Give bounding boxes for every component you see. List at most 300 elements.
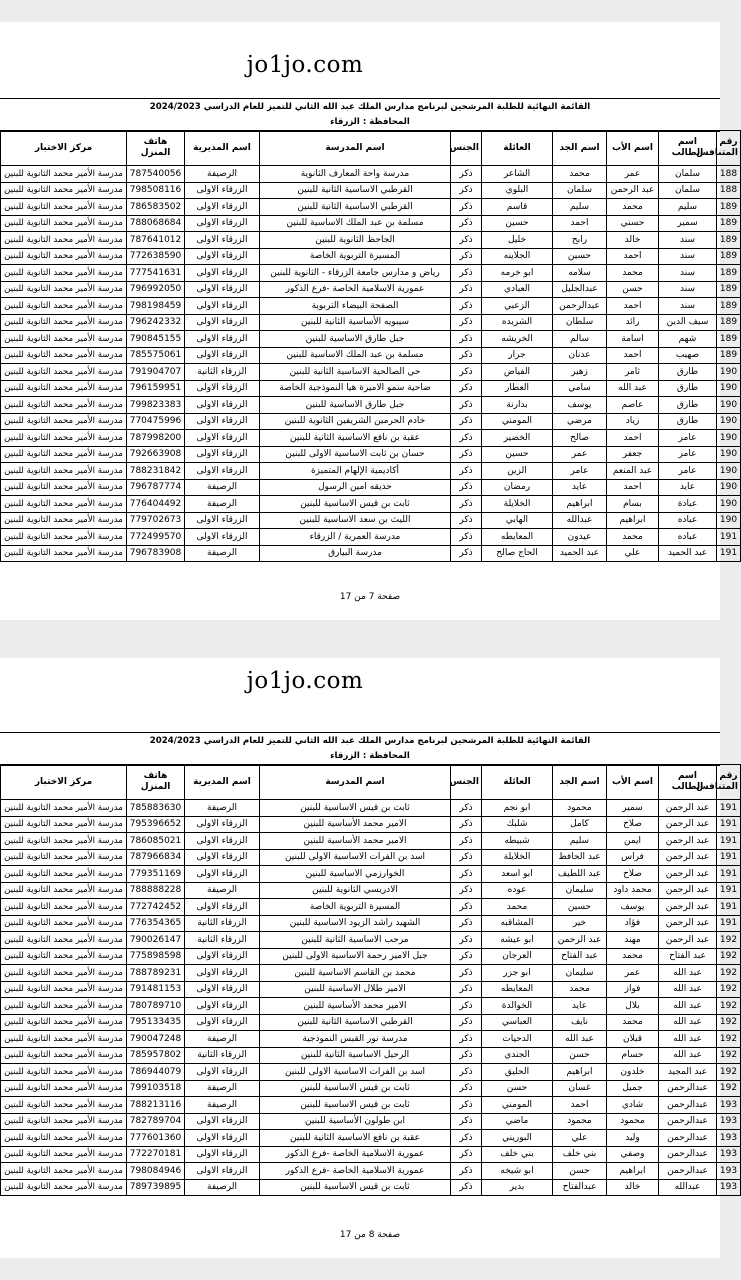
col-father-name: ايمن: [607, 833, 659, 850]
col-gender: ذكر: [451, 496, 482, 513]
col-gender: ذكر: [451, 232, 482, 249]
col-father-name: ابراهيم: [607, 1163, 659, 1180]
col-family-name: الشاعر: [482, 166, 553, 183]
table-row: [1, 397, 741, 414]
col-family-name: حسين: [482, 215, 553, 232]
col-home-phone: 785575061: [127, 347, 185, 364]
col-gender: ذكر: [451, 331, 482, 348]
col-grandfather-name: حسن: [553, 1163, 607, 1180]
col-test-center: مدرسة الأمير محمد الثانوية للبنين: [1, 413, 127, 430]
col-candidate-no: 189: [717, 215, 741, 232]
col-home-phone: 790845155: [127, 331, 185, 348]
col-student-name: سند: [659, 248, 717, 265]
col-test-center: مدرسة الأمير محمد الثانوية للبنين: [1, 347, 127, 364]
page-footer: صفحة 8 من 17: [339, 1230, 401, 1240]
col-father-name: عبد الرحمن: [607, 182, 659, 199]
col-family-name: المعايطه: [482, 981, 553, 998]
col-candidate-no: 191: [717, 545, 741, 562]
col-grandfather-name: عدنان: [553, 347, 607, 364]
col-test-center: مدرسة الأمير محمد الثانوية للبنين: [1, 1146, 127, 1163]
col-test-center: مدرسة الأمير محمد الثانوية للبنين: [1, 248, 127, 265]
col-school-name: القرطبي الاساسية الثانية للبنين: [260, 199, 451, 216]
col-father-name: احمد: [607, 430, 659, 447]
col-test-center: مدرسة الأمير محمد الثانوية للبنين: [1, 265, 127, 282]
col-grandfather-name: ابراهيم: [553, 1064, 607, 1081]
col-home-phone: 777541631: [127, 265, 185, 282]
col-home-phone: 779702673: [127, 512, 185, 529]
col-test-center: مدرسة الأمير محمد الثانوية للبنين: [1, 496, 127, 513]
col-family-name-header: العائلة: [482, 765, 553, 800]
col-family-name: ابو عيشه: [482, 932, 553, 949]
col-home-phone: 788789231: [127, 965, 185, 982]
col-student-name: عبدالرحمن: [659, 1130, 717, 1147]
col-home-phone: 790026147: [127, 932, 185, 949]
col-student-name: عبد الرحمن: [659, 899, 717, 916]
col-directorate: الزرقاء الاولى: [185, 849, 260, 866]
table-row: [1, 182, 741, 199]
col-grandfather-name-header: اسم الجد: [553, 131, 607, 166]
col-family-name: بدير: [482, 1179, 553, 1196]
col-test-center: مدرسة الأمير محمد الثانوية للبنين: [1, 545, 127, 562]
col-home-phone: 795133435: [127, 1014, 185, 1031]
col-school-name: المسيرة التربوية الخاصة: [260, 899, 451, 916]
col-family-name: الخوالدة: [482, 998, 553, 1015]
col-directorate: الزرقاء الثانية: [185, 1047, 260, 1064]
col-family-name: العباسي: [482, 1014, 553, 1031]
col-directorate: الزرقاء الاولى: [185, 948, 260, 965]
col-directorate: الزرقاء الاولى: [185, 981, 260, 998]
col-gender: ذكر: [451, 413, 482, 430]
col-family-name: الحاج صالح: [482, 545, 553, 562]
col-grandfather-name: بني خلف: [553, 1146, 607, 1163]
col-student-name: عباده: [659, 512, 717, 529]
col-candidate-no-header: رقم المتنافس: [717, 765, 741, 800]
col-test-center: مدرسة الأمير محمد الثانوية للبنين: [1, 833, 127, 850]
col-father-name: زياد: [607, 413, 659, 430]
col-student-name: سليم: [659, 199, 717, 216]
col-school-name: جبل الامير رحمة الاساسية الاولى للبنين: [260, 948, 451, 965]
col-candidate-no: 191: [717, 833, 741, 850]
col-grandfather-name: سليمان: [553, 882, 607, 899]
col-father-name: ثامر: [607, 364, 659, 381]
table-row: [1, 430, 741, 447]
col-school-name: الادريسي الثانوية للبنين: [260, 882, 451, 899]
col-family-name: الزعبي: [482, 298, 553, 315]
col-student-name: سند: [659, 281, 717, 298]
col-directorate: الزرقاء الاولى: [185, 430, 260, 447]
col-school-name: مدرسة العمرية / الزرقاء: [260, 529, 451, 546]
table-row: [1, 866, 741, 883]
col-student-name: عامر: [659, 446, 717, 463]
col-test-center: مدرسة الأمير محمد الثانوية للبنين: [1, 232, 127, 249]
col-test-center: مدرسة الأمير محمد الثانوية للبنين: [1, 380, 127, 397]
col-home-phone: 785957802: [127, 1047, 185, 1064]
col-candidate-no: 190: [717, 413, 741, 430]
col-school-name: الصفحة البيضاء التربوية: [260, 298, 451, 315]
col-school-name: محمد بن القاسم الاساسية للبنين: [260, 965, 451, 982]
col-home-phone: 796787774: [127, 479, 185, 496]
col-family-name: البلوي: [482, 182, 553, 199]
col-gender: ذكر: [451, 545, 482, 562]
col-student-name: عامر: [659, 463, 717, 480]
col-student-name: عبد الرحمن: [659, 932, 717, 949]
table-row: [1, 1113, 741, 1130]
col-father-name: فراس: [607, 849, 659, 866]
col-test-center: مدرسة الأمير محمد الثانوية للبنين: [1, 849, 127, 866]
col-grandfather-name: سلمان: [553, 182, 607, 199]
col-student-name: عبد الله: [659, 1047, 717, 1064]
col-school-name: ثابت بن قيس الاساسية للبنين: [260, 800, 451, 817]
col-father-name: احمد: [607, 298, 659, 315]
col-school-name: رياض و مدارس جامعة الزرقاء - الثانوية للبنين: [260, 265, 451, 282]
col-family-name: الخلايلة: [482, 849, 553, 866]
document-page-7: [0, 22, 738, 620]
col-directorate: الرصيفة: [185, 479, 260, 496]
col-directorate: الزرقاء الاولى: [185, 529, 260, 546]
col-gender: ذكر: [451, 166, 482, 183]
col-father-name: صلاح: [607, 816, 659, 833]
col-home-phone: 770475996: [127, 413, 185, 430]
col-student-name: عبدالله: [659, 1179, 717, 1196]
col-gender: ذكر: [451, 833, 482, 850]
col-candidate-no: 188: [717, 166, 741, 183]
col-school-name: خادم الحرمين الشريفين الثانوية للبنين: [260, 413, 451, 430]
col-gender-header: الجنس: [451, 765, 482, 800]
col-school-name: الجاحظ الثانوية للبنين: [260, 232, 451, 249]
table-row: [1, 948, 741, 965]
watermark: jo1jo.com: [246, 668, 364, 694]
table-row: [1, 364, 741, 381]
col-school-name: مدرسة البيارق: [260, 545, 451, 562]
col-home-phone: 790047248: [127, 1031, 185, 1048]
col-home-phone: 795396652: [127, 816, 185, 833]
col-school-name: الامير محمد الأساسية للبنين: [260, 998, 451, 1015]
col-family-name: العبادي: [482, 281, 553, 298]
col-directorate: الرصيفة: [185, 800, 260, 817]
col-directorate: الزرقاء الاولى: [185, 182, 260, 199]
col-home-phone: 791481153: [127, 981, 185, 998]
col-student-name: عبد المجيد: [659, 1064, 717, 1081]
col-home-phone: 799823383: [127, 397, 185, 414]
col-directorate: الزرقاء الاولى: [185, 1163, 260, 1180]
col-directorate: الزرقاء الاولى: [185, 281, 260, 298]
col-family-name: العرجان: [482, 948, 553, 965]
col-directorate: الرصيفة: [185, 1031, 260, 1048]
col-school-name: المسيرة التربوية الخاصة: [260, 248, 451, 265]
col-test-center: مدرسة الأمير محمد الثانوية للبنين: [1, 1179, 127, 1196]
col-grandfather-name: عبدالفتاح: [553, 1179, 607, 1196]
col-directorate: الزرقاء الاولى: [185, 248, 260, 265]
col-candidate-no: 191: [717, 866, 741, 883]
col-home-phone: 787998200: [127, 430, 185, 447]
col-directorate: الزرقاء الاولى: [185, 899, 260, 916]
col-grandfather-name: عبد الرحمن: [553, 932, 607, 949]
col-candidate-no: 188: [717, 182, 741, 199]
col-candidate-no: 192: [717, 998, 741, 1015]
col-candidate-no: 191: [717, 849, 741, 866]
table-row: [1, 965, 741, 982]
col-father-name: سمير: [607, 800, 659, 817]
col-test-center-header: مركز الاختبار: [1, 131, 127, 166]
col-home-phone: 788213116: [127, 1097, 185, 1114]
table-row: [1, 314, 741, 331]
col-candidate-no: 192: [717, 981, 741, 998]
col-directorate: الزرقاء الاولى: [185, 512, 260, 529]
col-home-phone: 772742452: [127, 899, 185, 916]
col-test-center: مدرسة الأمير محمد الثانوية للبنين: [1, 1064, 127, 1081]
table-row: [1, 281, 741, 298]
col-father-name: وصفي: [607, 1146, 659, 1163]
col-grandfather-name: عايد: [553, 998, 607, 1015]
col-father-name: يوسف: [607, 899, 659, 916]
col-student-name: عبد الله: [659, 1031, 717, 1048]
col-candidate-no-header: رقم المتنافس: [717, 131, 741, 166]
table-row: [1, 446, 741, 463]
table-row: [1, 529, 741, 546]
col-father-name: محمد: [607, 1014, 659, 1031]
col-home-phone: 799103518: [127, 1080, 185, 1097]
col-directorate: الرصيفة: [185, 1080, 260, 1097]
col-test-center: مدرسة الأمير محمد الثانوية للبنين: [1, 314, 127, 331]
col-school-name: القرطبي الاساسية الثانية للبنين: [260, 1014, 451, 1031]
col-school-name: مرحب الاساسية الثانية للبنين: [260, 932, 451, 949]
list-title: القائمة النهائية للطلبة المرشحين لبرنامج مدارس الملك عبد الله الثاني للتميز للعام الدراسي 2024/2023: [149, 736, 591, 746]
col-student-name: عبد الرحمن: [659, 915, 717, 932]
table-row: [1, 265, 741, 282]
document-page-8: [0, 658, 738, 1258]
col-school-name: ثابت بن قيس الاساسية للبنين: [260, 1179, 451, 1196]
col-school-name: حسان بن ثابت الاساسية الاولى للبنين: [260, 446, 451, 463]
col-father-name: بلال: [607, 998, 659, 1015]
col-grandfather-name: حسن: [553, 1047, 607, 1064]
col-directorate: الزرقاء الاولى: [185, 833, 260, 850]
col-candidate-no: 190: [717, 430, 741, 447]
col-test-center: مدرسة الأمير محمد الثانوية للبنين: [1, 816, 127, 833]
col-family-name: شلبك: [482, 816, 553, 833]
table-row: [1, 232, 741, 249]
col-directorate: الزرقاء الاولى: [185, 1130, 260, 1147]
col-family-name: حسن: [482, 1080, 553, 1097]
col-grandfather-name: عبدالجليل: [553, 281, 607, 298]
table-row: [1, 1179, 741, 1196]
col-school-name: مسلمة بن عبد الملك الاساسية للبنين: [260, 347, 451, 364]
col-grandfather-name: صالح: [553, 430, 607, 447]
col-candidate-no: 191: [717, 800, 741, 817]
col-candidate-no: 189: [717, 199, 741, 216]
col-directorate: الزرقاء الثانية: [185, 915, 260, 932]
col-grandfather-name: عايد: [553, 479, 607, 496]
col-test-center: مدرسة الأمير محمد الثانوية للبنين: [1, 199, 127, 216]
col-father-name: محمد: [607, 529, 659, 546]
col-student-name: شهم: [659, 331, 717, 348]
col-candidate-no: 192: [717, 1014, 741, 1031]
col-school-name: ثابت بن قيس الاساسية للبنين: [260, 1080, 451, 1097]
table-row: [1, 1097, 741, 1114]
table-row: [1, 816, 741, 833]
col-gender: ذكر: [451, 248, 482, 265]
col-candidate-no: 192: [717, 948, 741, 965]
col-school-name: عمورية الاسلامية الخاصة -فرع الذكور: [260, 281, 451, 298]
col-home-phone: 788231842: [127, 463, 185, 480]
table-row: [1, 833, 741, 850]
col-student-name-header: اسم الطالب: [659, 765, 717, 800]
col-student-name: عبدالرحمن: [659, 1163, 717, 1180]
table-row: [1, 512, 741, 529]
col-gender: ذكر: [451, 866, 482, 883]
col-gender: ذكر: [451, 1064, 482, 1081]
col-grandfather-name: سليم: [553, 199, 607, 216]
col-student-name: عبد الرحمن: [659, 882, 717, 899]
col-father-name: احمد: [607, 347, 659, 364]
col-family-name: ابو نجم: [482, 800, 553, 817]
col-home-phone-header: هاتف المنزل: [127, 131, 185, 166]
col-father-name-header: اسم الأب: [607, 765, 659, 800]
col-directorate: الزرقاء الاولى: [185, 965, 260, 982]
col-family-name: الفياض: [482, 364, 553, 381]
col-test-center: مدرسة الأمير محمد الثانوية للبنين: [1, 866, 127, 883]
col-directorate: الزرقاء الاولى: [185, 314, 260, 331]
table-row: [1, 463, 741, 480]
col-grandfather-name: سليمان: [553, 965, 607, 982]
col-father-name: فؤاد: [607, 915, 659, 932]
col-father-name: بسام: [607, 496, 659, 513]
col-candidate-no: 191: [717, 816, 741, 833]
col-candidate-no: 191: [717, 915, 741, 932]
col-family-name: بدارنة: [482, 397, 553, 414]
col-school-name: الرحيل الاساسية الثانية للبنين: [260, 1047, 451, 1064]
col-gender: ذكر: [451, 1130, 482, 1147]
col-student-name: عبد الله: [659, 1014, 717, 1031]
col-candidate-no: 192: [717, 1080, 741, 1097]
table-row: [1, 347, 741, 364]
col-test-center: مدرسة الأمير محمد الثانوية للبنين: [1, 512, 127, 529]
col-test-center: مدرسة الأمير محمد الثانوية للبنين: [1, 331, 127, 348]
col-family-name: المومني: [482, 1097, 553, 1114]
col-student-name: سلمان: [659, 166, 717, 183]
col-directorate: الزرقاء الاولى: [185, 866, 260, 883]
col-home-phone: 775898598: [127, 948, 185, 965]
col-gender: ذكر: [451, 265, 482, 282]
col-directorate: الرصيفة: [185, 496, 260, 513]
table-row: [1, 298, 741, 315]
col-home-phone: 798084946: [127, 1163, 185, 1180]
col-father-name: حسني: [607, 215, 659, 232]
col-gender: ذكر: [451, 800, 482, 817]
candidates-table: [0, 130, 741, 562]
col-father-name: محمد: [607, 948, 659, 965]
col-father-name: قبلان: [607, 1031, 659, 1048]
col-school-name: جبل طارق الاساسية للبنين: [260, 397, 451, 414]
col-candidate-no: 193: [717, 1097, 741, 1114]
col-directorate: الزرقاء الاولى: [185, 446, 260, 463]
col-family-name: جرار: [482, 347, 553, 364]
col-home-phone: 792663908: [127, 446, 185, 463]
col-student-name: عبدالرحمن: [659, 1080, 717, 1097]
table-row: [1, 215, 741, 232]
col-father-name: وليد: [607, 1130, 659, 1147]
col-grandfather-name: مرضي: [553, 413, 607, 430]
col-candidate-no: 191: [717, 882, 741, 899]
col-student-name: عبد الله: [659, 981, 717, 998]
col-student-name: سند: [659, 298, 717, 315]
col-student-name: عايد: [659, 479, 717, 496]
col-home-phone: 796159951: [127, 380, 185, 397]
col-family-name: رمضان: [482, 479, 553, 496]
col-directorate: الزرقاء الاولى: [185, 463, 260, 480]
col-candidate-no: 189: [717, 298, 741, 315]
col-directorate: الزرقاء الاولى: [185, 298, 260, 315]
col-directorate: الزرقاء الاولى: [185, 215, 260, 232]
col-directorate: الزرقاء الاولى: [185, 380, 260, 397]
watermark: jo1jo.com: [246, 52, 364, 78]
col-grandfather-name: محمود: [553, 800, 607, 817]
col-family-name: ابو اسعد: [482, 866, 553, 883]
col-grandfather-name: سلطان: [553, 314, 607, 331]
col-family-name: خليل: [482, 232, 553, 249]
col-student-name: سلمان: [659, 182, 717, 199]
col-gender: ذكر: [451, 199, 482, 216]
list-header: [0, 98, 720, 132]
col-student-name: عبد الرحمن: [659, 833, 717, 850]
col-student-name: عبد الرحمن: [659, 816, 717, 833]
col-student-name: عباده: [659, 529, 717, 546]
col-candidate-no: 192: [717, 1047, 741, 1064]
col-gender: ذكر: [451, 1097, 482, 1114]
col-grandfather-name: زهير: [553, 364, 607, 381]
col-student-name: طارق: [659, 413, 717, 430]
col-gender: ذكر: [451, 446, 482, 463]
col-father-name: خالد: [607, 232, 659, 249]
col-family-name: البوريني: [482, 1130, 553, 1147]
col-home-phone: 787641012: [127, 232, 185, 249]
col-gender: ذكر: [451, 965, 482, 982]
col-directorate: الرصيفة: [185, 1097, 260, 1114]
col-grandfather-name: عامر: [553, 463, 607, 480]
col-family-name: الدحيات: [482, 1031, 553, 1048]
col-family-name: الهابي: [482, 512, 553, 529]
col-school-name: الامير محمد الأساسية للبنين: [260, 816, 451, 833]
col-school-name: عقبة بن نافع الاساسية الثانية للبنين: [260, 1130, 451, 1147]
col-gender: ذكر: [451, 882, 482, 899]
col-candidate-no: 190: [717, 479, 741, 496]
col-family-name: محمد: [482, 899, 553, 916]
col-directorate: الزرقاء الاولى: [185, 1113, 260, 1130]
col-family-name: الزين: [482, 463, 553, 480]
col-home-phone: 779351169: [127, 866, 185, 883]
table-row: [1, 496, 741, 513]
col-test-center: مدرسة الأمير محمد الثانوية للبنين: [1, 1130, 127, 1147]
col-student-name: طارق: [659, 397, 717, 414]
col-grandfather-name: كامل: [553, 816, 607, 833]
col-family-name: العطار: [482, 380, 553, 397]
col-home-phone: 796992050: [127, 281, 185, 298]
col-test-center: مدرسة الأمير محمد الثانوية للبنين: [1, 166, 127, 183]
col-school-name: عقبة بن نافع الاساسية الثانية للبنين: [260, 430, 451, 447]
col-test-center: مدرسة الأمير محمد الثانوية للبنين: [1, 479, 127, 496]
col-test-center: مدرسة الأمير محمد الثانوية للبنين: [1, 1080, 127, 1097]
col-father-name: عمر: [607, 965, 659, 982]
col-student-name-header: اسم الطالب: [659, 131, 717, 166]
col-student-name: سند: [659, 232, 717, 249]
col-father-name: محمد: [607, 199, 659, 216]
col-school-name: عمورية الاسلامية الخاصة -فرع الذكور: [260, 1163, 451, 1180]
col-candidate-no: 190: [717, 364, 741, 381]
col-grandfather-name: حسين: [553, 248, 607, 265]
col-candidate-no: 189: [717, 314, 741, 331]
col-family-name: المعايطه: [482, 529, 553, 546]
col-grandfather-name: عبدالرحمن: [553, 298, 607, 315]
col-grandfather-name: محمد: [553, 981, 607, 998]
